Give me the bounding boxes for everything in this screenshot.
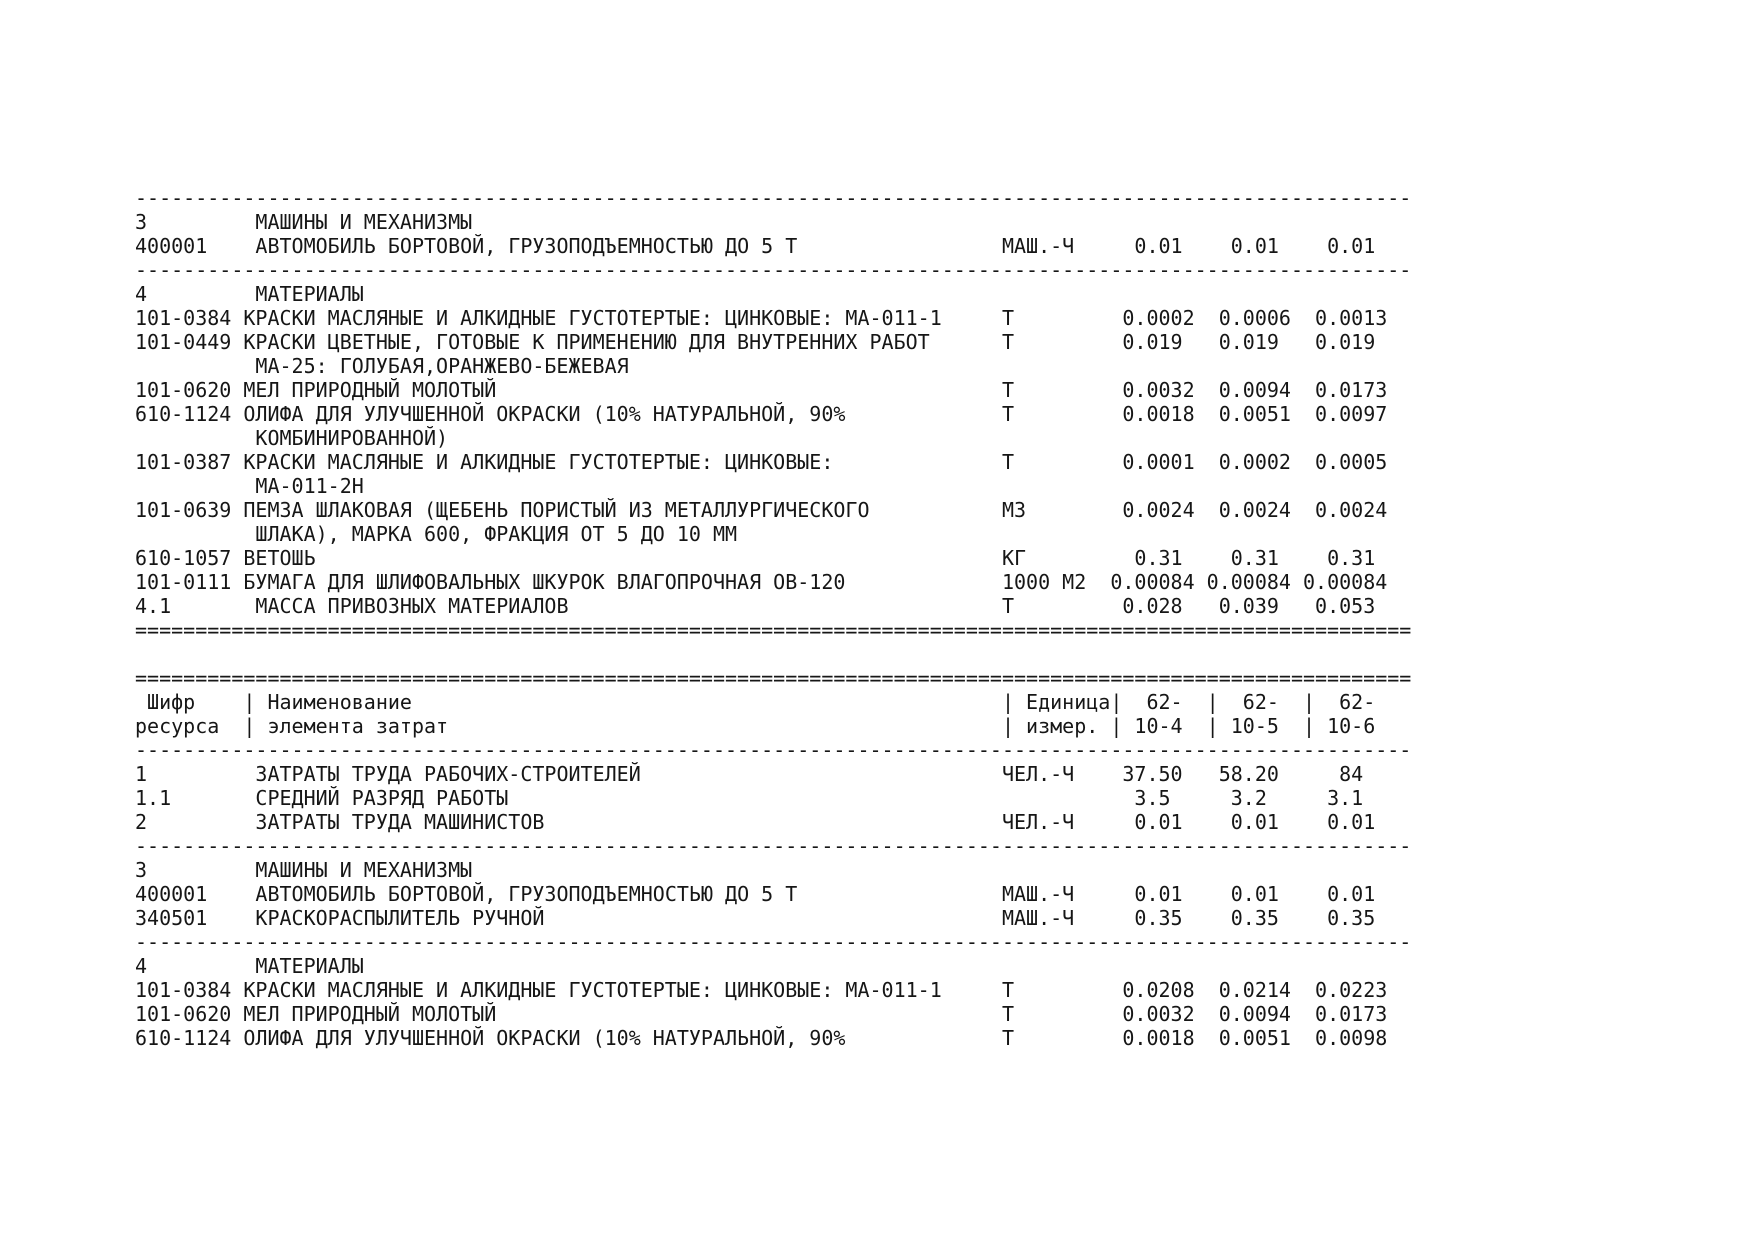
resource-unit: Т <box>1001 1002 1111 1026</box>
resource-value: 0.0006 <box>1206 306 1303 330</box>
header-norm-col: | 10-4 <box>1110 714 1207 738</box>
resource-value: 0.35 <box>1110 906 1207 930</box>
resource-value: 0.0005 <box>1303 450 1388 474</box>
table-header-line <box>135 714 1411 738</box>
resource-name: КРАСКИ ЦВЕТНЫЕ, ГОТОВЫЕ К ПРИМЕНЕНИЮ ДЛЯ ВНУТРЕННИХ РАБОТ <box>243 330 1002 354</box>
resource-unit: Т <box>1001 978 1111 1002</box>
resource-unit: Т <box>1001 594 1111 618</box>
resource-name: КРАСКИ МАСЛЯНЫЕ И АЛКИДНЫЕ ГУСТОТЕРТЫЕ: ЦИНКОВЫЕ: <box>243 450 1002 474</box>
table-header-line <box>135 690 1411 714</box>
header-norm-col: | 62- <box>1110 690 1207 714</box>
resource-code: 400001 <box>135 234 256 258</box>
resource-code: 610-1124 <box>135 402 244 426</box>
section-title: МАТЕРИАЛЫ <box>255 282 364 306</box>
resource-row <box>135 378 1411 402</box>
dashed-separator-line: ---------------------------------------------------------------------------------------------------------- <box>135 930 1412 954</box>
resource-code: 101-0620 <box>135 1002 244 1026</box>
resource-name: МЕЛ ПРИРОДНЫЙ МОЛОТЫЙ <box>243 378 1002 402</box>
resource-value: 0.0024 <box>1206 498 1303 522</box>
resource-value: 0.0173 <box>1303 1002 1388 1026</box>
resource-value: 0.0173 <box>1303 378 1388 402</box>
dashed-separator-line: ---------------------------------------------------------------------------------------------------------- <box>135 738 1412 762</box>
resource-value: 0.01 <box>1206 810 1303 834</box>
section-code: 3 <box>135 858 256 882</box>
resource-value: 0.053 <box>1303 594 1388 618</box>
resource-value: 0.0018 <box>1110 1026 1207 1050</box>
resource-unit: КГ <box>1001 546 1111 570</box>
header-unit-col: | измер. <box>1001 714 1111 738</box>
resource-name: ЗАТРАТЫ ТРУДА МАШИНИСТОВ <box>255 810 1002 834</box>
resource-row-continuation <box>135 426 1411 450</box>
resource-row <box>135 234 1411 258</box>
section-row <box>135 210 1411 234</box>
header-norm-col: | 10-6 <box>1303 714 1400 738</box>
resource-unit: М3 <box>1001 498 1111 522</box>
resource-code: 101-0387 <box>135 450 244 474</box>
section-title: МАШИНЫ И МЕХАНИЗМЫ <box>255 858 473 882</box>
dashed-separator <box>135 186 1411 210</box>
resource-value: 0.01 <box>1206 234 1303 258</box>
double-separator-line: ========================================================================================================== <box>135 666 1412 690</box>
resource-name: ЗАТРАТЫ ТРУДА РАБОЧИХ-СТРОИТЕЛЕЙ <box>255 762 1002 786</box>
double-separator-line: ========================================================================================================== <box>135 618 1412 642</box>
blank-space <box>135 642 147 666</box>
resource-value: 0.01 <box>1206 882 1303 906</box>
resource-row <box>135 450 1411 474</box>
resource-code: 610-1124 <box>135 1026 244 1050</box>
resource-value: 0.0032 <box>1110 378 1207 402</box>
section-title: МАШИНЫ И МЕХАНИЗМЫ <box>255 210 473 234</box>
dashed-separator-line: ---------------------------------------------------------------------------------------------------------- <box>135 186 1412 210</box>
double-separator <box>135 618 1411 642</box>
resource-row <box>135 306 1411 330</box>
resource-unit: Т <box>1001 402 1111 426</box>
resource-value: 0.0094 <box>1206 1002 1303 1026</box>
resource-row <box>135 546 1411 570</box>
resource-value: 0.0223 <box>1303 978 1388 1002</box>
resource-value: 3.2 <box>1206 786 1303 810</box>
resource-name-continued: МА-011-2Н <box>135 474 364 498</box>
resource-value: 0.01 <box>1303 810 1388 834</box>
resource-row <box>135 786 1411 810</box>
resource-code: 4.1 <box>135 594 256 618</box>
resource-value: 0.039 <box>1206 594 1303 618</box>
resource-unit: Т <box>1001 306 1111 330</box>
resource-value: 0.0208 <box>1110 978 1207 1002</box>
resource-name: АВТОМОБИЛЬ БОРТОВОЙ, ГРУЗОПОДЪЕМНОСТЬЮ ДО 5 Т <box>255 234 1002 258</box>
resource-code: 340501 <box>135 906 256 930</box>
resource-unit: ЧЕЛ.-Ч <box>1001 762 1111 786</box>
resource-value: 0.01 <box>1110 810 1207 834</box>
resource-name: МЕЛ ПРИРОДНЫЙ МОЛОТЫЙ <box>243 1002 1002 1026</box>
resource-name: АВТОМОБИЛЬ БОРТОВОЙ, ГРУЗОПОДЪЕМНОСТЬЮ ДО 5 Т <box>255 882 1002 906</box>
section-code: 4 <box>135 282 256 306</box>
resource-value: 0.0024 <box>1110 498 1207 522</box>
resource-row <box>135 594 1411 618</box>
resource-unit: Т <box>1001 378 1111 402</box>
resource-value: 0.0002 <box>1206 450 1303 474</box>
resource-value: 0.028 <box>1110 594 1207 618</box>
resource-name: ОЛИФА ДЛЯ УЛУЧШЕННОЙ ОКРАСКИ (10% НАТУРАЛЬНОЙ, 90% <box>243 402 1002 426</box>
resource-code: 610-1057 <box>135 546 244 570</box>
resource-value: 37.50 <box>1110 762 1207 786</box>
section-code: 4 <box>135 954 256 978</box>
resource-value: 0.01 <box>1110 882 1207 906</box>
resource-row <box>135 402 1411 426</box>
resource-name-continued: КОМБИНИРОВАННОЙ) <box>135 426 449 450</box>
resource-unit: Т <box>1001 1026 1111 1050</box>
resource-name-continued: ШЛАКА), МАРКА 600, ФРАКЦИЯ ОТ 5 ДО 10 ММ <box>135 522 738 546</box>
resource-value: 0.0024 <box>1303 498 1388 522</box>
resource-value: 0.31 <box>1110 546 1207 570</box>
dashed-separator <box>135 258 1411 282</box>
resource-row <box>135 1026 1411 1050</box>
resource-unit <box>1002 786 1110 810</box>
header-norm-col: | 62- <box>1303 690 1400 714</box>
resource-unit: МАШ.-Ч <box>1001 234 1111 258</box>
resource-name: КРАСКИ МАСЛЯНЫЕ И АЛКИДНЫЕ ГУСТОТЕРТЫЕ: ЦИНКОВЫЕ: МА-011-1 <box>243 978 1002 1002</box>
resource-value: 0.0097 <box>1303 402 1388 426</box>
resource-name: ОЛИФА ДЛЯ УЛУЧШЕННОЙ ОКРАСКИ (10% НАТУРАЛЬНОЙ, 90% <box>243 1026 1002 1050</box>
resource-row <box>135 810 1411 834</box>
resource-row <box>135 906 1411 930</box>
resource-row <box>135 762 1411 786</box>
resource-name-continued: МА-25: ГОЛУБАЯ,ОРАНЖЕВО-БЕЖЕВАЯ <box>135 354 629 378</box>
double-separator <box>135 666 1411 690</box>
resource-code: 101-0639 <box>135 498 244 522</box>
resource-value: 0.0051 <box>1206 1026 1303 1050</box>
resource-name: СРЕДНИЙ РАЗРЯД РАБОТЫ <box>255 786 1002 810</box>
resource-code: 1 <box>135 762 256 786</box>
resource-value: 0.00084 <box>1110 570 1207 594</box>
header-name-col: | Наименование <box>243 690 1002 714</box>
resource-unit: МАШ.-Ч <box>1001 882 1111 906</box>
resource-value: 0.0214 <box>1206 978 1303 1002</box>
report-document <box>135 186 1411 1050</box>
resource-unit: Т <box>1001 330 1111 354</box>
dashed-separator-line: ---------------------------------------------------------------------------------------------------------- <box>135 258 1412 282</box>
resource-value: 0.35 <box>1206 906 1303 930</box>
resource-value: 58.20 <box>1206 762 1303 786</box>
dashed-separator <box>135 834 1411 858</box>
resource-value: 0.0094 <box>1206 378 1303 402</box>
resource-row <box>135 1002 1411 1026</box>
resource-value: 0.0051 <box>1206 402 1303 426</box>
header-code-col: ресурса <box>135 714 244 738</box>
resource-value: 0.01 <box>1303 882 1388 906</box>
resource-row-continuation <box>135 474 1411 498</box>
resource-value: 0.0098 <box>1303 1026 1388 1050</box>
resource-value: 0.0002 <box>1110 306 1207 330</box>
resource-name: КРАСКОРАСПЫЛИТЕЛЬ РУЧНОЙ <box>255 906 1002 930</box>
header-norm-col: | 10-5 <box>1206 714 1303 738</box>
resource-row <box>135 978 1411 1002</box>
resource-code: 1.1 <box>135 786 256 810</box>
resource-value: 0.0032 <box>1110 1002 1207 1026</box>
resource-value: 0.01 <box>1110 234 1207 258</box>
resource-code: 101-0111 <box>135 570 244 594</box>
resource-value: 0.01 <box>1303 234 1388 258</box>
resource-value: 3.5 <box>1110 786 1207 810</box>
resource-value: 3.1 <box>1303 786 1388 810</box>
resource-name: МАССА ПРИВОЗНЫХ МАТЕРИАЛОВ <box>255 594 1002 618</box>
resource-value: 0.0018 <box>1110 402 1207 426</box>
resource-unit: МАШ.-Ч <box>1001 906 1111 930</box>
resource-value: 0.0001 <box>1110 450 1207 474</box>
resource-code: 101-0384 <box>135 306 244 330</box>
resource-code: 101-0449 <box>135 330 244 354</box>
resource-value: 0.31 <box>1206 546 1303 570</box>
resource-code: 400001 <box>135 882 256 906</box>
resource-code: 101-0620 <box>135 378 244 402</box>
dashed-separator <box>135 930 1411 954</box>
dashed-separator-line: ---------------------------------------------------------------------------------------------------------- <box>135 834 1412 858</box>
blank-line <box>135 642 1411 666</box>
resource-unit: Т <box>1001 450 1111 474</box>
resource-row-continuation <box>135 354 1411 378</box>
resource-value: 84 <box>1303 762 1388 786</box>
resource-value: 0.00084 <box>1206 570 1303 594</box>
section-code: 3 <box>135 210 256 234</box>
resource-value: 0.019 <box>1303 330 1388 354</box>
resource-name: ВЕТОШЬ <box>243 546 1002 570</box>
resource-value: 0.019 <box>1110 330 1207 354</box>
resource-unit: ЧЕЛ.-Ч <box>1001 810 1111 834</box>
section-row <box>135 954 1411 978</box>
resource-row <box>135 882 1411 906</box>
resource-value: 0.0013 <box>1303 306 1388 330</box>
section-row <box>135 858 1411 882</box>
header-unit-col: | Единица <box>1001 690 1111 714</box>
header-norm-col: | 62- <box>1206 690 1303 714</box>
resource-value: 0.019 <box>1206 330 1303 354</box>
resource-row <box>135 330 1411 354</box>
dashed-separator <box>135 738 1411 762</box>
resource-code: 2 <box>135 810 256 834</box>
resource-name: КРАСКИ МАСЛЯНЫЕ И АЛКИДНЫЕ ГУСТОТЕРТЫЕ: ЦИНКОВЫЕ: МА-011-1 <box>243 306 1002 330</box>
section-row <box>135 282 1411 306</box>
resource-row-continuation <box>135 522 1411 546</box>
resource-code: 101-0384 <box>135 978 244 1002</box>
resource-row <box>135 570 1411 594</box>
resource-unit: 1000 М2 <box>1001 570 1111 594</box>
resource-name: ПЕМЗА ШЛАКОВАЯ (ЩЕБЕНЬ ПОРИСТЫЙ ИЗ МЕТАЛЛУРГИЧЕСКОГО <box>243 498 1002 522</box>
header-name-col: | элемента затрат <box>243 714 1002 738</box>
header-code-col: Шифр <box>135 690 244 714</box>
resource-value: 0.31 <box>1303 546 1388 570</box>
resource-value: 0.35 <box>1303 906 1388 930</box>
section-title: МАТЕРИАЛЫ <box>255 954 364 978</box>
resource-row <box>135 498 1411 522</box>
resource-value: 0.00084 <box>1303 570 1388 594</box>
resource-name: БУМАГА ДЛЯ ШЛИФОВАЛЬНЫХ ШКУРОК ВЛАГОПРОЧНАЯ ОВ-120 <box>243 570 1002 594</box>
